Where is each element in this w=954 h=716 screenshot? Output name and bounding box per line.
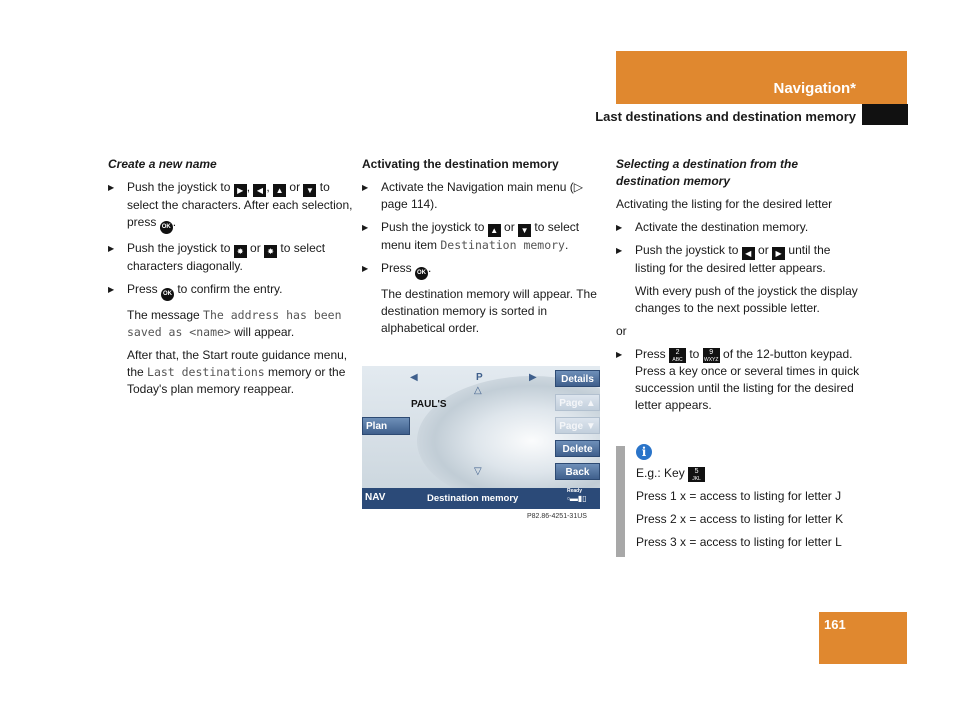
- or-separator: or: [616, 324, 627, 338]
- column-activate-memory: [362, 156, 602, 343]
- ok-button-icon: OK: [415, 267, 428, 280]
- info-example: E.g.: Key 5 JKL: [636, 465, 861, 482]
- joystick-up-icon: ▲: [273, 184, 286, 197]
- step-press-ok: ▶ Press OK .: [362, 260, 602, 280]
- step-push-joystick: ▶ Push the joystick to ◀ or ▶ until the listing for the desired letter appears.: [616, 242, 861, 277]
- status-title: Destination memory: [427, 493, 519, 504]
- column-select-destination: [616, 156, 861, 420]
- paragraph-intro: Activating the listing for the desired letter: [616, 197, 833, 211]
- heading-activate-memory: Activating the destination memory: [362, 157, 559, 171]
- page-number: 161: [824, 617, 846, 632]
- key-9-icon: 9 WXYZ: [703, 349, 719, 363]
- status-ready: Ready: [567, 488, 583, 494]
- paragraph-letter-change: With every push of the joystick the display changes to the next possible letter.: [635, 284, 858, 315]
- info-line-k: Press 2 x = access to listing for letter K: [636, 512, 844, 526]
- paragraph-message: The message The address has been saved as <name> will appear.: [127, 308, 342, 339]
- destination-entry[interactable]: PAUL'S: [411, 399, 447, 410]
- joystick-right-icon: ▶: [234, 184, 247, 197]
- step-activate-memory: ▶ Activate the destination memory.: [616, 219, 861, 236]
- heading-select-destination: Selecting a destination from the destination memory: [616, 157, 799, 188]
- details-button[interactable]: Details: [555, 370, 600, 387]
- key-5-icon: 5 JKL: [688, 467, 705, 482]
- subtitle-marker: [862, 104, 908, 125]
- destination-memory-screen: [362, 366, 600, 509]
- step-keypad: ▶ Press 2 ABC to 9 WXYZ of the 12-button keypad. Press a key once or several times in quick succession until the listing for the desired letter appears.: [616, 346, 861, 414]
- info-line-j: Press 1 x = access to listing for letter J: [636, 489, 842, 503]
- joystick-left-icon: ◀: [742, 247, 755, 260]
- page-subtitle: Last destinations and destination memory: [595, 109, 856, 124]
- paragraph-after: After that, the Start route guidance menu, the Last destinations memory or the Today's plan memory reappear.: [127, 348, 348, 396]
- step-select-diagonal: ▶ Push the joystick to ✸ or ✸ to select characters diagonally.: [108, 240, 353, 275]
- heading-create-name: Create a new name: [108, 157, 217, 171]
- page-down-button[interactable]: Page ▼: [555, 417, 600, 434]
- column-create-name: [108, 156, 353, 404]
- ok-button-icon: OK: [161, 288, 174, 301]
- signal-strength-icon: ▫▬▮▯: [567, 494, 587, 503]
- joystick-down-icon: ▼: [303, 184, 316, 197]
- arrow-left-icon: ◀: [410, 372, 418, 383]
- key-2-icon: 2 ABC: [669, 348, 686, 363]
- delete-button[interactable]: Delete: [555, 440, 600, 457]
- info-icon: i: [636, 444, 652, 460]
- scroll-up-icon: △: [474, 385, 482, 396]
- paragraph-memory-appears: The destination memory will appear. The destination memory is sorted in alphabetical order.: [381, 287, 597, 335]
- scroll-down-icon: ▽: [474, 466, 482, 477]
- plan-button[interactable]: Plan: [362, 417, 410, 435]
- page-up-button[interactable]: Page ▲: [555, 394, 600, 411]
- step-select-menu-item: ▶ Push the joystick to ▲ or ▼ to select menu item Destination memory.: [362, 219, 602, 254]
- status-bar: [362, 488, 600, 509]
- step-select-characters: ▶ Push the joystick to ▶ , ◀ , ▲ or ▼ to select the characters. After each selection, press OK .: [108, 179, 353, 234]
- joystick-up-icon: ▲: [488, 224, 501, 237]
- ok-button-icon: OK: [160, 221, 173, 234]
- info-line-l: Press 3 x = access to listing for letter L: [636, 535, 842, 549]
- joystick-left-icon: ◀: [253, 184, 266, 197]
- joystick-right-icon: ▶: [772, 247, 785, 260]
- current-letter: P: [476, 372, 483, 383]
- figure-caption: P82.86-4251-31US: [527, 513, 587, 520]
- status-nav: NAV: [365, 492, 386, 503]
- step-activate-main-menu: ▶ Activate the Navigation main menu (▷ page 114).: [362, 179, 602, 213]
- back-button[interactable]: Back: [555, 463, 600, 480]
- joystick-diagonal-up-right-icon: ✸: [264, 245, 277, 258]
- info-box: [636, 444, 861, 557]
- joystick-down-icon: ▼: [518, 224, 531, 237]
- joystick-diagonal-down-right-icon: ✸: [234, 245, 247, 258]
- step-confirm-entry: ▶ Press OK to confirm the entry.: [108, 281, 353, 301]
- info-sidebar: [616, 446, 625, 557]
- arrow-right-icon: ▶: [529, 372, 537, 383]
- section-title: Navigation*: [773, 80, 856, 97]
